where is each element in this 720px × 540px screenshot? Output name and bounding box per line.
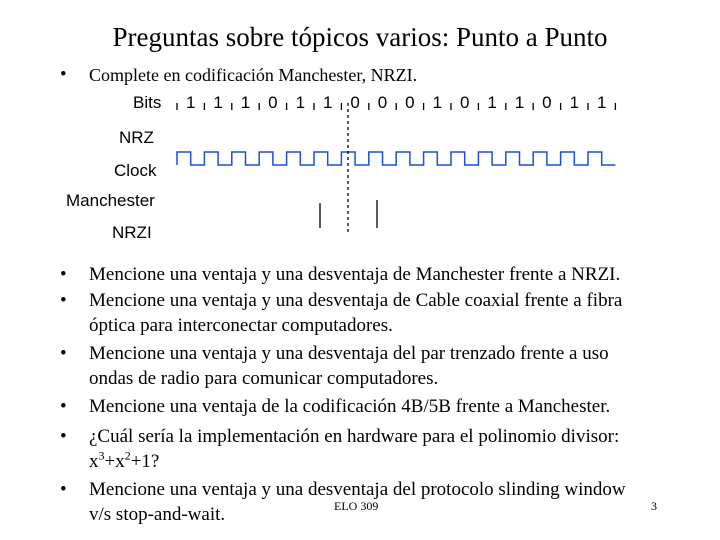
question-2-line-1: Mencione una ventaja y una desventaja de Cable coaxial frente a fibra: [89, 290, 623, 311]
question-6-line-1: Mencione una ventaja y una desventaja del protocolo slinding window: [89, 479, 626, 500]
bullet-marker: •: [60, 396, 67, 417]
question-6-line-2: v/s stop-and-wait.: [89, 504, 226, 525]
question-4: Mencione una ventaja de la codificación 4B/5B frente a Manchester.: [89, 396, 611, 417]
bullet-marker: •: [60, 290, 67, 311]
question-2-line-2: óptica para interconectar computadores.: [89, 315, 393, 336]
bit-value: 0: [405, 93, 415, 112]
bit-value: 1: [596, 93, 607, 112]
bullet-marker: •: [60, 479, 67, 500]
question-3-line-2: ondas de radio para comunicar computadores.: [89, 368, 439, 389]
bit-value: 1: [569, 93, 580, 112]
question-5-line-1: ¿Cuál sería la implementación en hardware para el polinomio divisor:: [89, 426, 620, 447]
nrzi-label: NRZI: [112, 223, 152, 242]
bit-value: 0: [542, 93, 552, 112]
nrz-label: NRZ: [119, 128, 154, 147]
question-5-polynomial: $x^3+x^2+1$?: [89, 448, 160, 472]
bit-value: 0: [377, 93, 388, 112]
clock-label: Clock: [114, 161, 157, 180]
clock-waveform: [177, 152, 615, 165]
slide-title: Preguntas sobre tópicos varios: Punto a Punto: [112, 22, 608, 52]
intro-bullet: Complete en codificación Manchester, NRZI.: [89, 65, 418, 85]
bit-value: 1: [514, 93, 525, 112]
question-3-line-1: Mencione una ventaja y una desventaja del par trenzado frente a uso: [89, 343, 609, 364]
question-1: Mencione una ventaja y una desventaja de Manchester frente a NRZI.: [89, 264, 621, 285]
bit-value: 0: [459, 93, 470, 112]
bit-value: 1: [213, 93, 223, 112]
bit-value: 1: [322, 93, 333, 112]
bits-label: Bits: [133, 93, 162, 112]
bullet-marker: •: [60, 264, 67, 285]
bit-value: 0: [350, 93, 360, 112]
bit-value: 1: [295, 93, 306, 112]
bullet-marker: •: [60, 426, 67, 447]
bit-value: 1: [432, 93, 443, 112]
bullet-marker: •: [60, 64, 67, 85]
bit-value: 1: [487, 93, 497, 112]
bit-value: 1: [240, 93, 251, 112]
footer-course: ELO 309: [334, 499, 379, 513]
footer-page-number: 3: [651, 499, 657, 513]
timing-diagram: [0, 0, 720, 260]
manchester-label: Manchester: [66, 191, 155, 210]
bit-value: 0: [268, 93, 278, 112]
bullet-marker: •: [60, 343, 67, 364]
bit-value: 1: [185, 93, 196, 112]
